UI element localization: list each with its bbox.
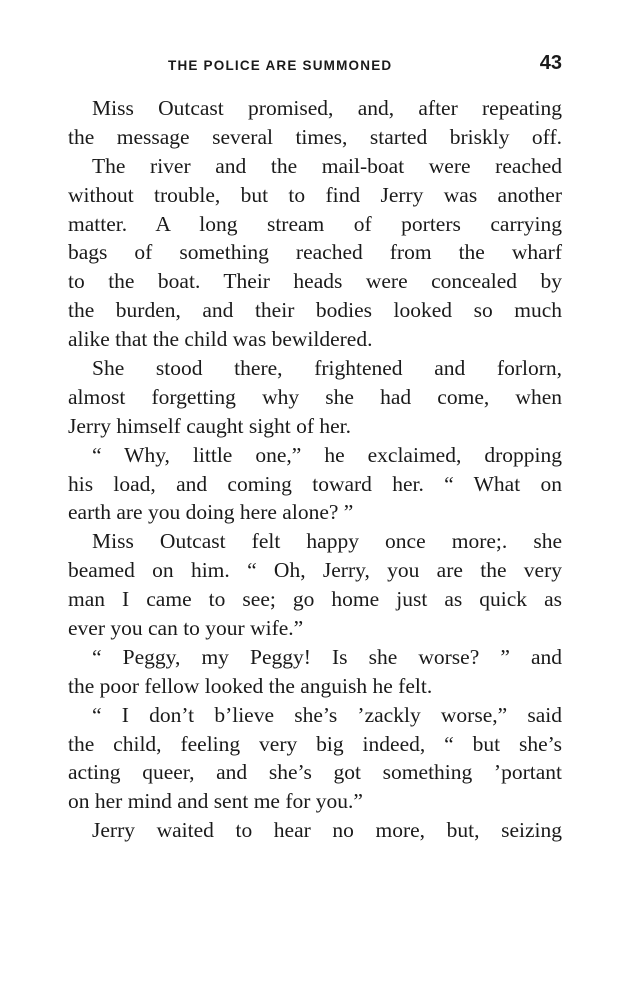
text-line: Jerry waited to hear no more, but, seizing [92, 818, 562, 843]
text-line: alike that the child was bewildered. [68, 327, 373, 352]
text-line: The river and the mail-boat were reached [92, 153, 562, 178]
text-line: Miss Outcast felt happy once more;. she [92, 529, 562, 554]
text-line: the message several times, started briskly off. [68, 124, 562, 149]
text-line: “ Why, little one,” he exclaimed, dropping [92, 442, 562, 467]
text-line: She stood there, frightened and forlorn, [92, 356, 562, 381]
book-page [68, 50, 562, 845]
text-line: ever you can to your wife.” [68, 616, 304, 641]
text-line: on her mind and sent me for you.” [68, 789, 363, 814]
text-line: Jerry himself caught sight of her. [68, 413, 352, 438]
running-head: THE POLICE ARE SUMMONED [168, 58, 393, 73]
text-line: the burden, and their bodies looked so much [68, 298, 562, 323]
text-line: earth are you doing here alone? ” [68, 500, 354, 525]
text-line: “ Peggy, my Peggy! Is she worse? ” and [92, 644, 562, 669]
text-line: acting queer, and she’s got something ’portant [68, 760, 562, 785]
text-line: beamed on him. “ Oh, Jerry, you are the very [68, 558, 562, 583]
text-line: bags of something reached from the wharf [68, 240, 562, 265]
text-line: matter. A long stream of porters carrying [68, 211, 562, 236]
text-line: the poor fellow looked the anguish he felt. [68, 673, 433, 698]
text-line: man I came to see; go home just as quick as [68, 587, 562, 612]
text-line: his load, and coming toward her. “ What on [68, 471, 562, 496]
text-line: Miss Outcast promised, and, after repeating [92, 96, 562, 120]
text-line: almost forgetting why she had come, when [68, 384, 562, 409]
text-line: to the boat. Their heads were concealed by [68, 269, 562, 294]
text-line: without trouble, but to find Jerry was another [68, 182, 562, 207]
body-text [68, 94, 562, 845]
page-number: 43 [539, 52, 562, 74]
page-header [68, 50, 562, 86]
text-line: the child, feeling very big indeed, “ but she’s [68, 731, 562, 756]
text-line: “ I don’t b’lieve she’s ’zackly worse,” said [92, 702, 562, 727]
